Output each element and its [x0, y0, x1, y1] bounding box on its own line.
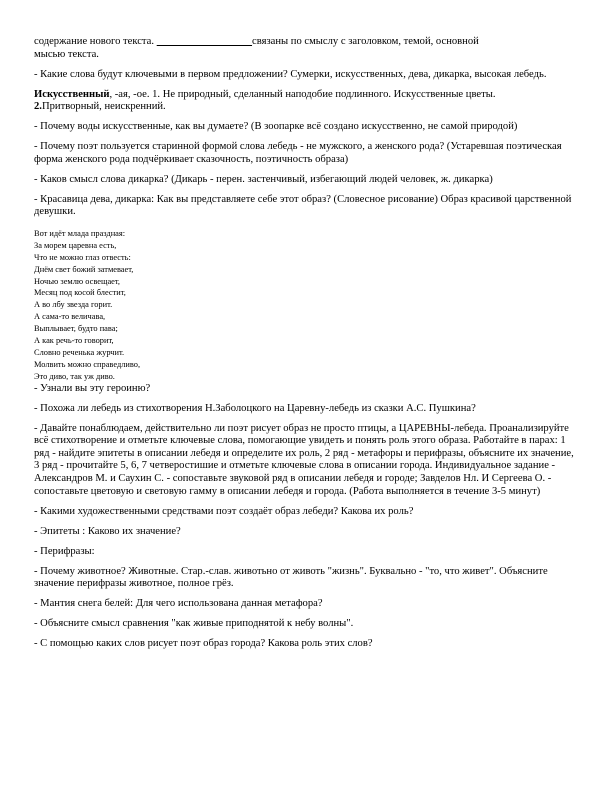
- question-hero: - Узнали вы эту героиню?: [34, 382, 151, 394]
- question-form: - Почему поэт пользуется старинной формой слова лебедь - не мужского, а женского рода? (Устаревшая поэтическая форма женского рода подчёркивает сказочность, поэтичность образа): [34, 141, 562, 165]
- paragraph-intro: [34, 36, 580, 61]
- question-epithets: - Эпитеты : Каково их значение?: [34, 525, 181, 537]
- definition-text: , -ая, -ое. 1. Не природный, сделанный наподобие подлинного. Искусственные цветы.: [109, 88, 496, 100]
- intro-text-cont: связаны по смыслу с заголовком, темой, основной: [252, 36, 479, 47]
- poem-line: А во лбу звезда горит.: [34, 300, 113, 310]
- poem-line: Вот идёт млада праздная:: [34, 228, 126, 238]
- poem-line: Ночью землю освещает,: [34, 276, 120, 286]
- poem-line: Молвить можно справедливо,: [34, 359, 141, 369]
- poem-line: А сама-то величава,: [34, 312, 106, 322]
- poem-line: За морем царевна есть,: [34, 240, 117, 250]
- poem-excerpt: [34, 228, 580, 383]
- definition-paragraph: [34, 89, 580, 114]
- question-animal: - Почему животное? Животные. Стар.-слав. животьно от животь "жизнь". Буквально - "то, что живет". Объясните значение перифразы животное, полное грёз.: [34, 565, 548, 590]
- intro-text-end: мысью текста.: [34, 48, 99, 60]
- definition-text-2: Притворный, неискренний.: [41, 101, 166, 113]
- question-keywords: - Какие слова будут ключевыми в первом предложении? Сумерки, искусственных, дева, дикарка, высокая лебедь.: [34, 68, 547, 80]
- document-page: [34, 36, 580, 651]
- poem-line: Словно реченька журчит.: [34, 347, 125, 357]
- question-similar: - Похожа ли лебедь из стихотворения Н.Заболоцкого на Царевну-лебедь из сказки А.С. Пушкина?: [34, 402, 476, 414]
- task-paragraph: - Давайте понаблюдаем, действительно ли поэт рисует образ не просто птицы, а ЦАРЕВНЫ-лебеда. Проанализируйте всё стихотворение и отметьте ключевые слова, помогающие увидеть и понять роль этого образа. Работайте в парах: 1 ряд - найдите эпитеты в описании лебедя и определите их роль, 2 ряд - метафоры и перифразы, объясните их значение, 3 ряд - прочитайте 5, 6, 7 четверостишие и отметьте ключевые слова в описании города. Индивидуальное задание - Александров М. и Саухин С. - сопоставьте звуковой ряд в описании лебедя и городе; Завделов Нл. И Сергеева О. - сопоставьте цветовую и световую гамму в описании лебедя и города. (Работа выполняется в течение 3-5 минут): [34, 422, 574, 497]
- fill-blank: [157, 36, 252, 47]
- poem-line: Выплывает, будто пава;: [34, 324, 118, 334]
- question-krasavitsa: - Красавица дева, дикарка: Как вы представляете себе этот образ? (Словесное рисование) Образ красивой царственной девушки.: [34, 193, 572, 218]
- question-periphrases: - Перифразы:: [34, 545, 95, 557]
- question-city: - С помощью каких слов рисует поэт образ города? Какова роль этих слов?: [34, 638, 373, 650]
- poem-line: Что не можно глаз отвесть:: [34, 252, 131, 262]
- poem-line: Днём свет божий затмевает,: [34, 264, 134, 274]
- poem-line: Это диво, так уж диво.: [34, 371, 115, 381]
- definition-word: Искусственный: [34, 88, 110, 100]
- question-water: - Почему воды искусственные, как вы думаете? (В зоопарке всё создано искусственно, не самой природой): [34, 121, 518, 133]
- intro-text: содержание нового текста.: [34, 36, 157, 47]
- poem-line: А как речь-то говорит,: [34, 336, 114, 346]
- poem-line: Месяц под косой блестит,: [34, 288, 126, 298]
- question-means: - Какими художественными средствами поэт создаёт образ лебеди? Какова их роль?: [34, 505, 414, 517]
- question-metaphor: - Мантия снега белей: Для чего использована данная метафора?: [34, 598, 323, 610]
- question-comparison: - Объясните смысл сравнения "как живые приподнятой к небу волны".: [34, 618, 354, 630]
- definition-number: 2.: [34, 101, 42, 113]
- question-dikarka: - Каков смысл слова дикарка? (Дикарь - перен. застенчивый, избегающий людей человек, ж. дикарка): [34, 173, 493, 185]
